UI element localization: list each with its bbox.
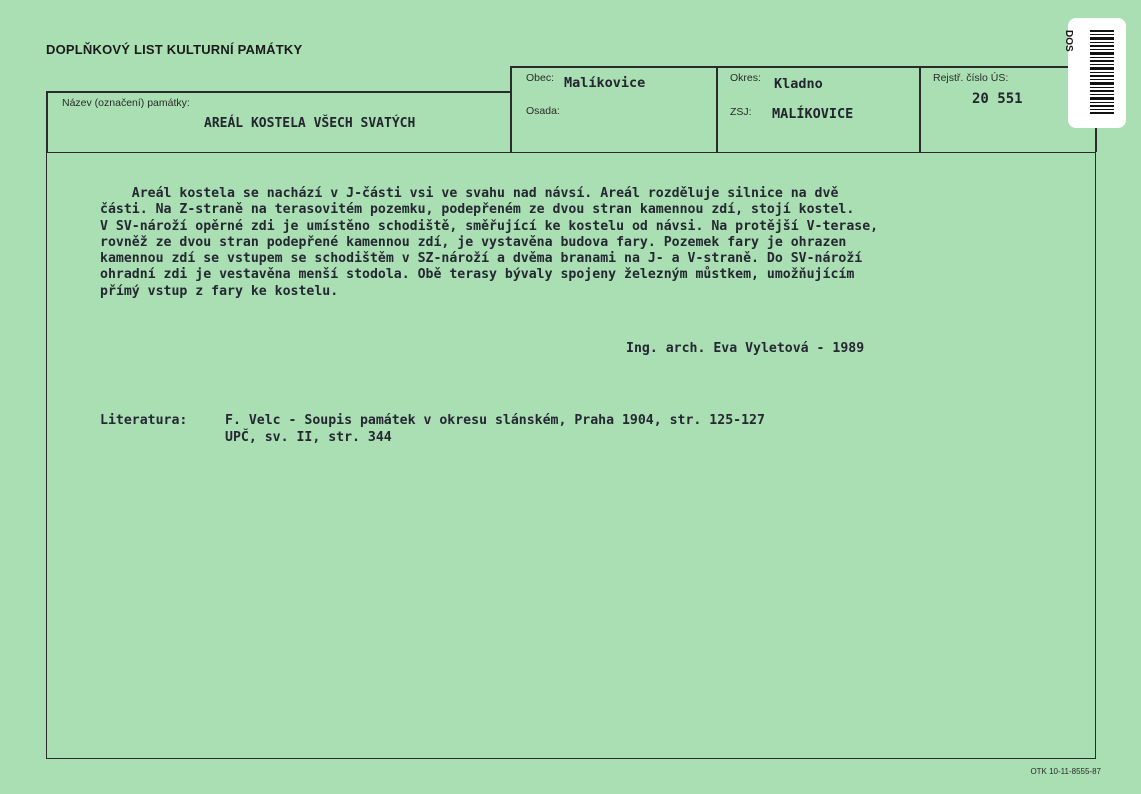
description-line: Areál kostela se nachází v J-části vsi ve svahu nad návsí. Areál rozděluje silnice na dvě: [100, 186, 839, 201]
header-divider-2: [919, 66, 921, 152]
description-line: části. Na Z-straně na terasovitém pozemku, podepřeném ze dvou stran kamennou zdí, stojí kostel.: [100, 202, 855, 218]
nazev-label: Název (označení) památky:: [62, 97, 190, 109]
barcode-icon: [1068, 18, 1126, 128]
okres-label: Okres:: [730, 72, 761, 84]
description-text: [100, 186, 1080, 300]
form-heading: DOPLŇKOVÝ LIST KULTURNÍ PAMÁTKY: [46, 42, 303, 57]
nazev-top-line: [46, 91, 511, 93]
header-divider-1: [716, 66, 718, 152]
literature-item: UPČ, sv. II, str. 344: [225, 430, 392, 445]
zsj-value: MALÍKOVICE: [772, 106, 854, 122]
author-signature: Ing. arch. Eva Vyletová - 1989: [626, 341, 865, 356]
nazev-left-line: [46, 91, 48, 152]
osada-label: Osada:: [526, 105, 560, 117]
nazev-value: AREÁL KOSTELA VŠECH SVATÝCH: [204, 116, 416, 131]
rejstr-value: 20 551: [972, 91, 1023, 107]
description-line: rovněž ze dvou stran podepřené kamennou zdí, je vystavěna budova fary. Pozemek fary je ohrazen: [100, 234, 847, 250]
header-top-line: [510, 66, 1096, 68]
obec-label: Obec:: [526, 72, 555, 84]
literature-label: Literatura:: [100, 413, 188, 428]
okres-value: Kladno: [774, 76, 823, 92]
zsj-label: ZSJ:: [730, 106, 752, 118]
description-line: přímý vstup z fary ke kostelu.: [100, 283, 339, 299]
barcode-sticker: [1068, 18, 1126, 128]
obec-value: Malíkovice: [564, 75, 646, 91]
barcode-label: DOS: [1063, 30, 1074, 52]
form-code: OTK 10-11-8555-87: [1030, 767, 1101, 776]
description-line: ohradní zdi je vestavěna menší stodola. Obě terasy bývaly spojeny železným můstkem, umožňujícím: [100, 267, 855, 283]
rejstr-label: Rejstř. číslo ÚS:: [933, 72, 1009, 84]
header-left-line: [510, 66, 512, 152]
literature-item: F. Velc - Soupis památek v okresu slánském, Praha 1904, str. 125-127: [225, 413, 765, 428]
description-line: kamennou zdí se vstupem se schodištěm v SZ-nároží a dvěma branami na J- a V-straně. Do SV-nároží: [100, 251, 863, 267]
description-line: V SV-nároží opěrné zdi je umístěno schodiště, směřující ke kostelu od návsi. Na protější V-terase,: [100, 218, 879, 234]
